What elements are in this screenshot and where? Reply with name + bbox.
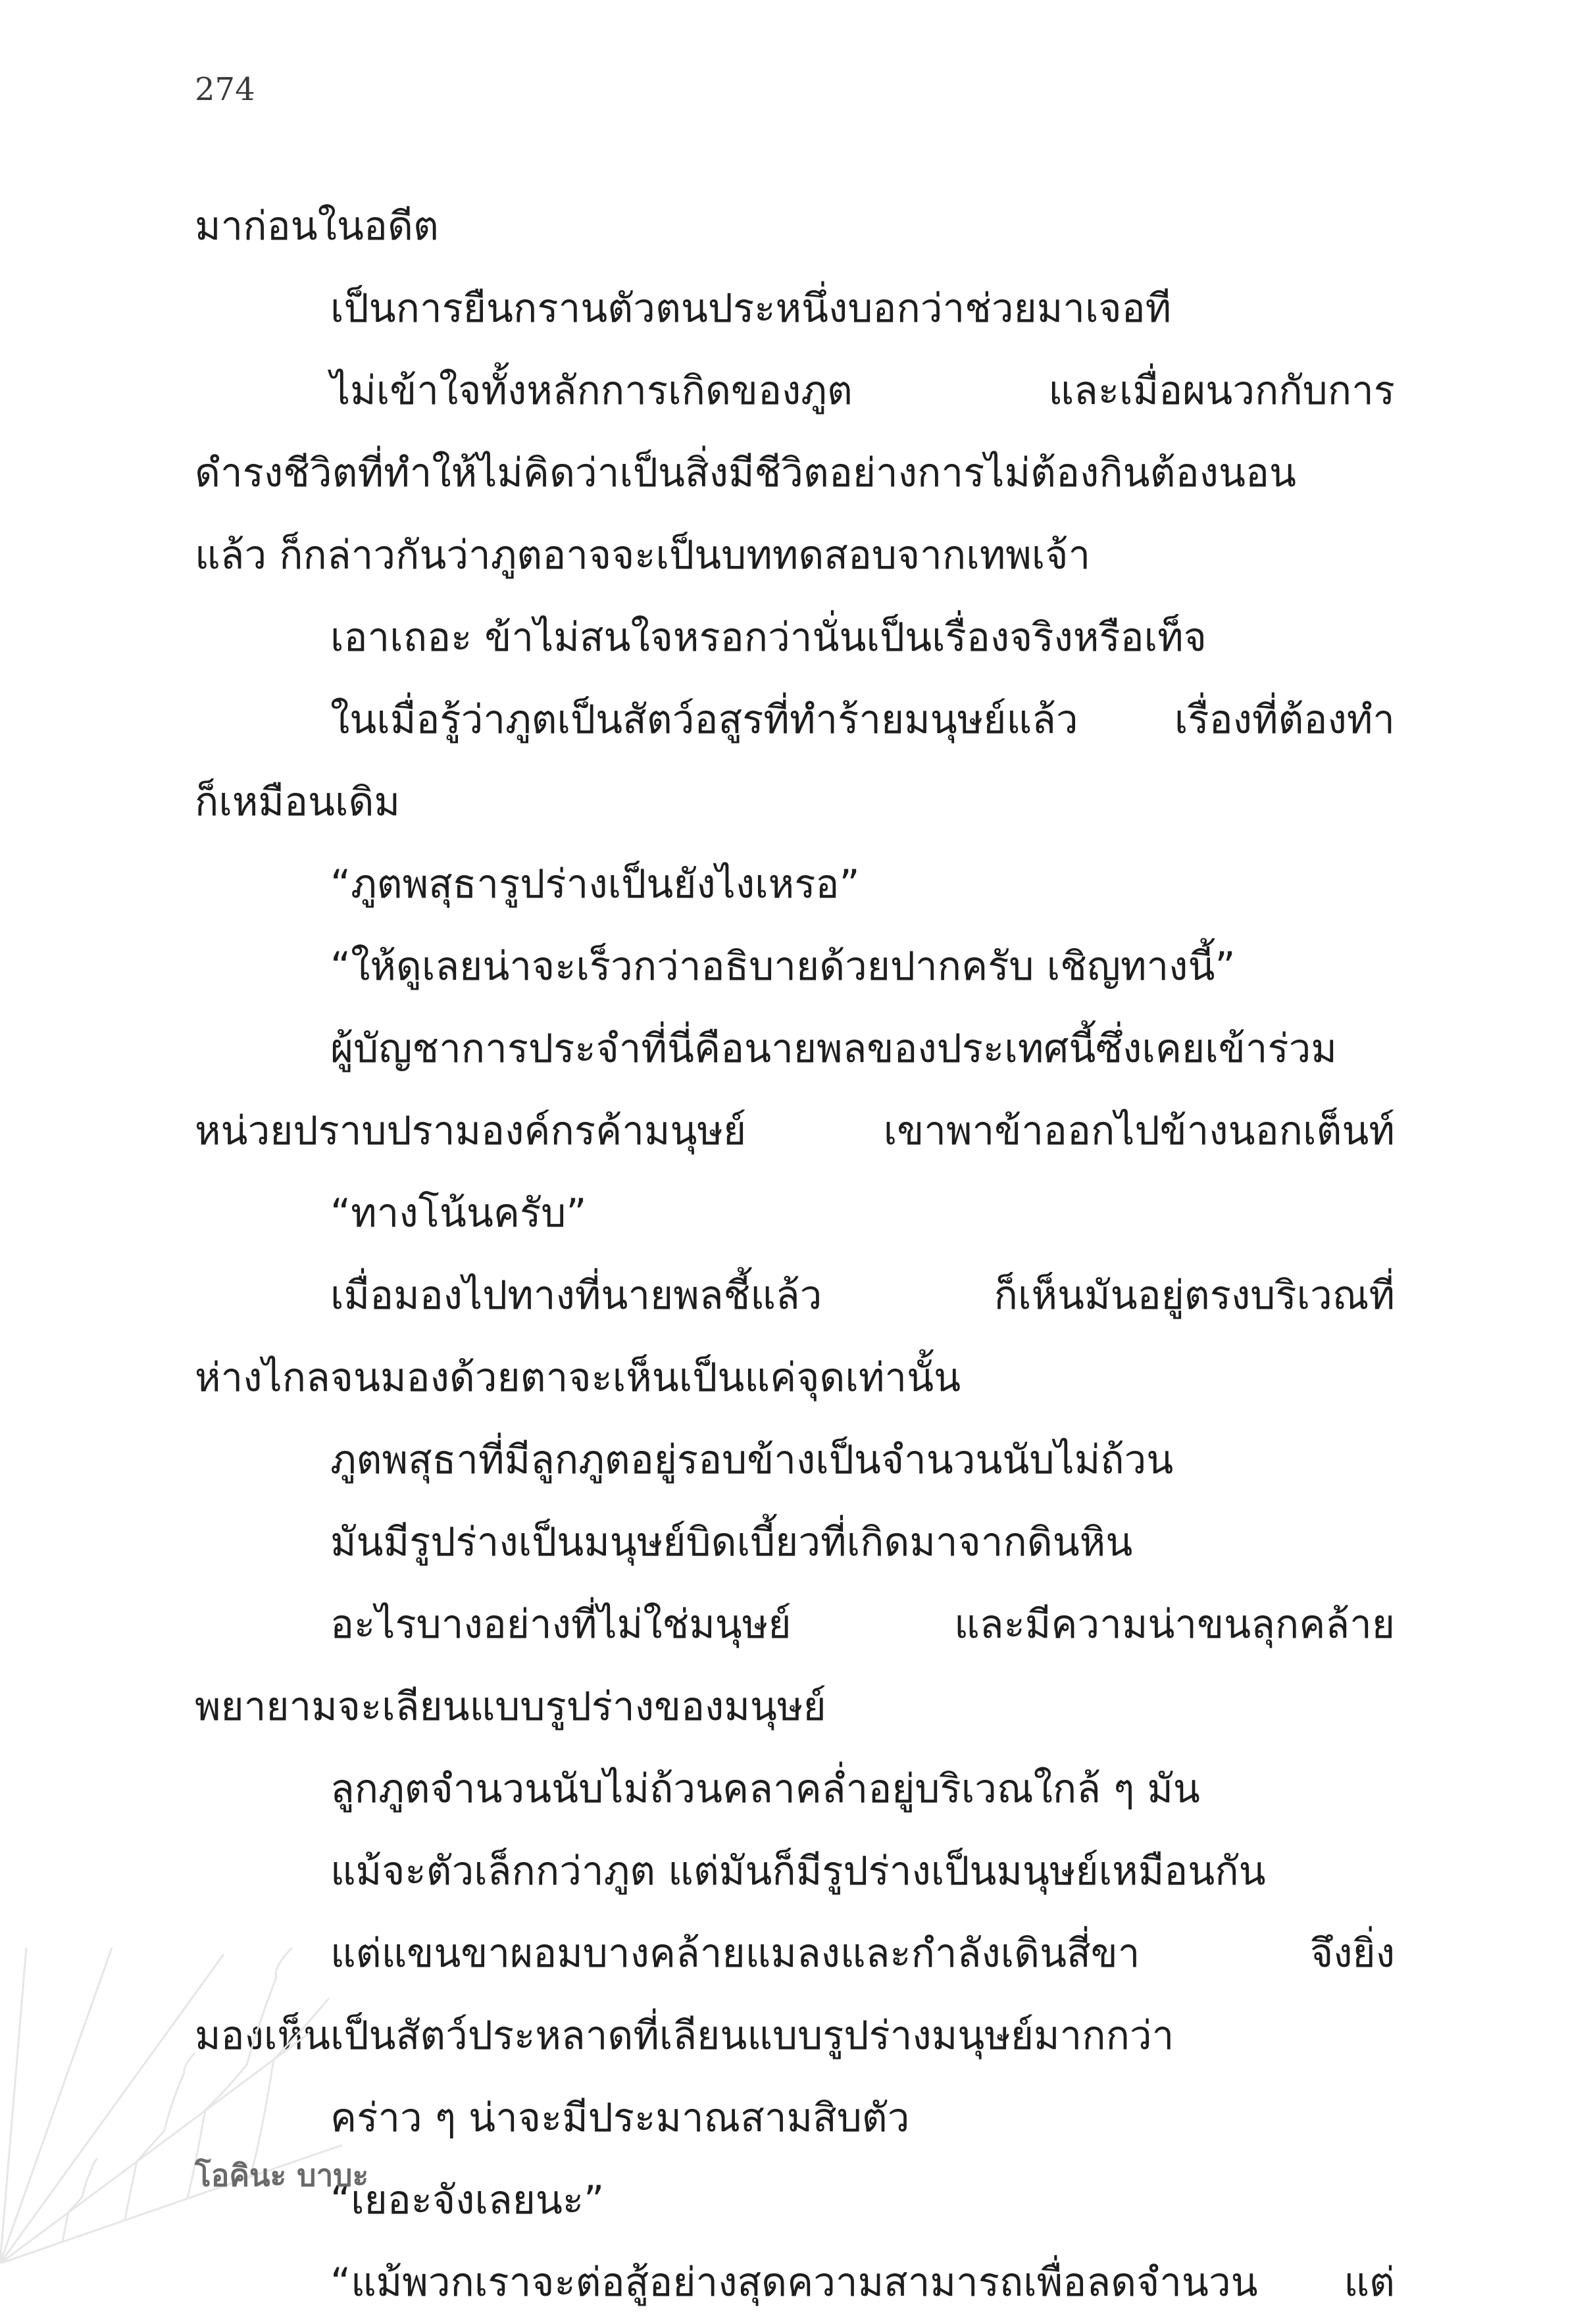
cobweb-decoration [0, 1948, 342, 2263]
footer-author: โอคินะ บาบะ [195, 2158, 369, 2193]
text-line: “แม้พวกเราจะต่อสู้อย่างสุดความสามารถเพื่อลดจำนวน แต่ [330, 2260, 1395, 2306]
text-line: ก็เหมือนเดิม [195, 779, 401, 825]
text-line: “ภูตพสุธารูปร่างเป็นยังไงเหรอ” [330, 861, 860, 907]
text-line: ไม่เข้าใจทั้งหลักการเกิดของภูต และเมื่อผนวกกับการ [330, 368, 1395, 414]
text-line: มันมีรูปร่างเป็นมนุษย์บิดเบี้ยวที่เกิดมาจากดินหิน [330, 1519, 1133, 1565]
text-line: เป็นการยืนกรานตัวตนประหนึ่งบอกว่าช่วยมาเจอที [330, 286, 1172, 332]
text-line: แม้จะตัวเล็กกว่าภูต แต่มันก็มีรูปร่างเป็นมนุษย์เหมือนกัน [330, 1848, 1266, 1894]
text-line: แล้ว ก็กล่าวกันว่าภูตอาจจะเป็นบททดสอบจากเทพเจ้า [195, 532, 1091, 578]
text-line: ห่างไกลจนมองด้วยตาจะเห็นเป็นแค่จุดเท่านั้น [195, 1355, 961, 1401]
cobweb-strands [0, 1948, 342, 2263]
text-line: แต่แขนขาผอมบางคล้ายแมลงและกำลังเดินสี่ขา จึงยิ่ง [330, 1931, 1395, 1977]
text-line: คร่าว ๆ น่าจะมีประมาณสามสิบตัว [330, 2095, 910, 2141]
text-line: “ทางโน้นครับ” [330, 1190, 587, 1236]
text-line: ดำรงชีวิตที่ทำให้ไม่คิดว่าเป็นสิ่งมีชีวิตอย่างการไม่ต้องกินต้องนอน [195, 450, 1297, 496]
text-line: “เยอะจังเลยนะ” [330, 2177, 605, 2223]
text-line: ผู้บัญชาการประจำที่นี่คือนายพลของประเทศนี้ซึ่งเคยเข้าร่วม [330, 1026, 1337, 1072]
text-line: ภูตพสุธาที่มีลูกภูตอยู่รอบข้างเป็นจำนวนนับไม่ถ้วน [330, 1437, 1174, 1483]
text-line: มองเห็นเป็นสัตว์ประหลาดที่เลียนแบบรูปร่างมนุษย์มากกว่า [195, 2013, 1174, 2059]
body-text [195, 186, 1395, 2324]
text-line: อะไรบางอย่างที่ไม่ใช่มนุษย์ และมีความน่าขนลุกคล้าย [330, 1602, 1395, 1648]
text-line: หน่วยปราบปรามองค์กรค้ามนุษย์ เขาพาข้าออกไปข้างนอกเต็นท์ [195, 1108, 1395, 1154]
text-line: มาก่อนในอดีต [195, 203, 439, 249]
text-line: เมื่อมองไปทางที่นายพลชี้แล้ว ก็เห็นมันอยู่ตรงบริเวณที่ [330, 1273, 1395, 1319]
text-line: เอาเถอะ ข้าไม่สนใจหรอกว่านั่นเป็นเรื่องจริงหรือเท็จ [330, 615, 1207, 661]
text-line: พยายามจะเลียนแบบรูปร่างของมนุษย์ [195, 1684, 826, 1730]
text-line: ในเมื่อรู้ว่าภูตเป็นสัตว์อสูรที่ทำร้ายมนุษย์แล้ว เรื่องที่ต้องทำ [330, 697, 1395, 743]
page-number: 274 [195, 71, 255, 108]
text-line: “ให้ดูเลยน่าจะเร็วกว่าอธิบายด้วยปากครับ เชิญทางนี้” [330, 944, 1236, 990]
text-line: ลูกภูตจำนวนนับไม่ถ้วนคลาคล่ำอยู่บริเวณใกล้ ๆ มัน [330, 1766, 1200, 1812]
